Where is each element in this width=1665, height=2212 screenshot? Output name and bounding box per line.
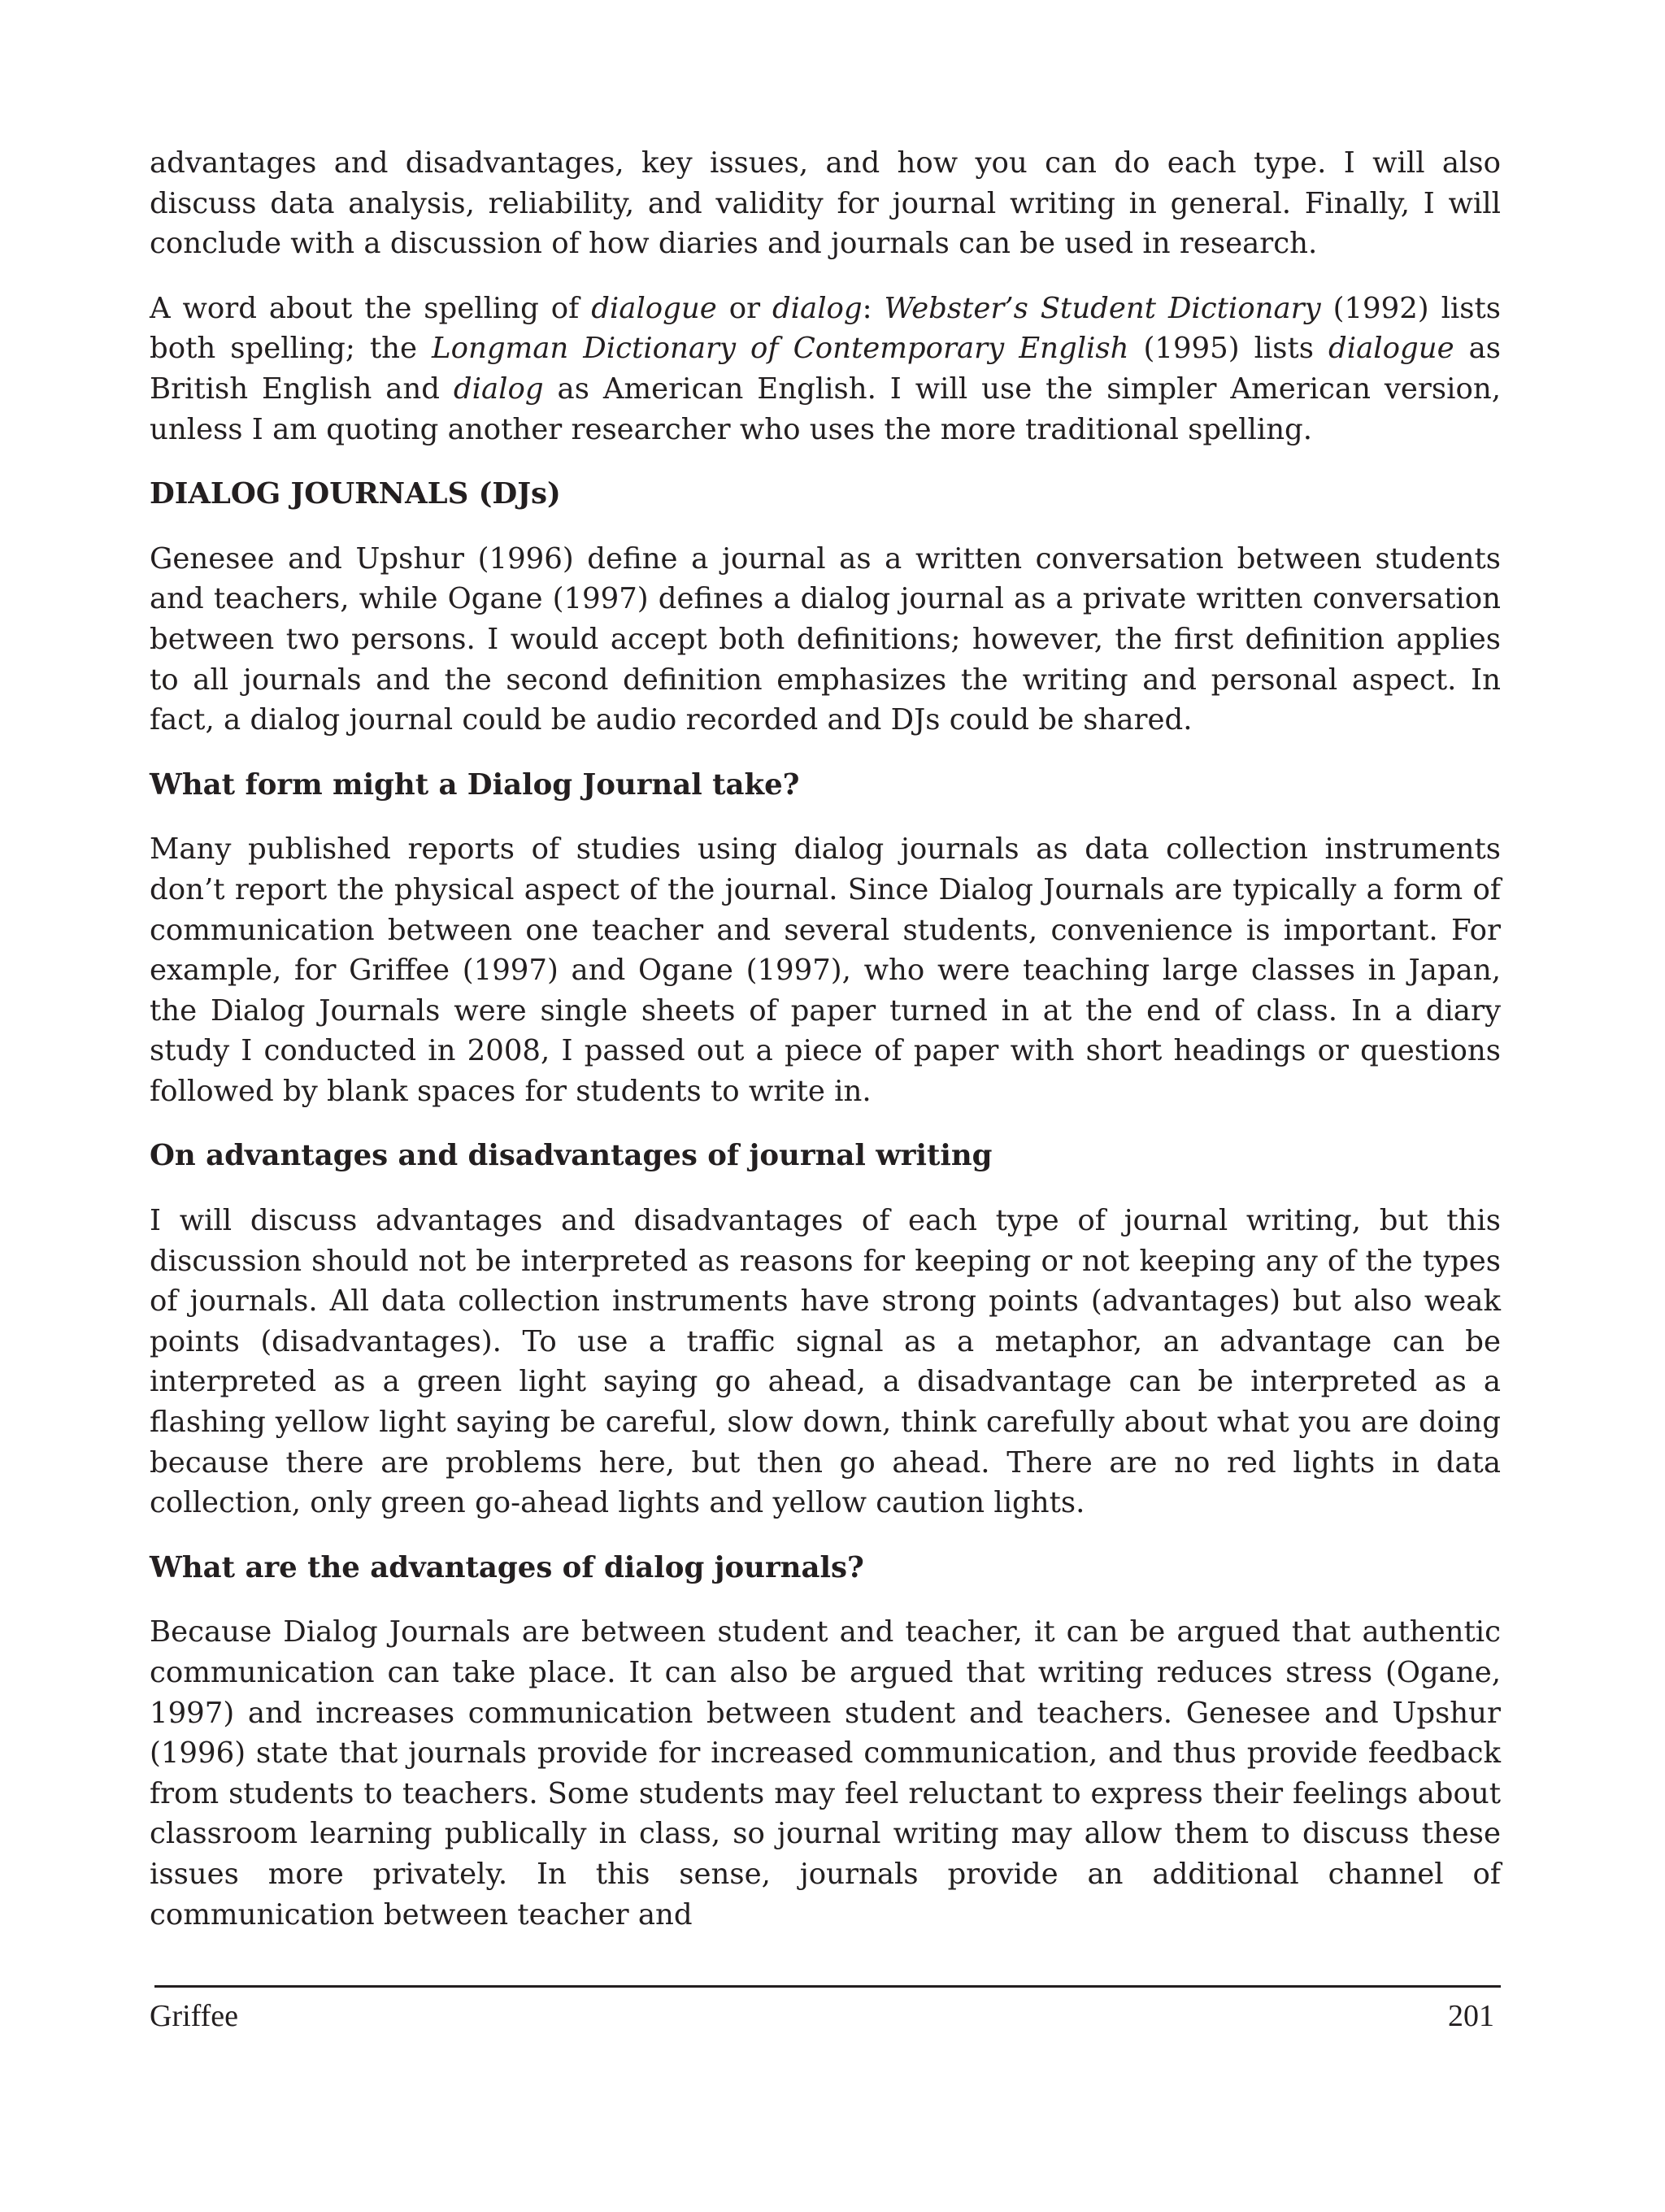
footer-divider: [154, 1985, 1501, 1988]
advantages-disadvantages-paragraph: I will discuss advantages and disadvantages of each type of journal writing, but this discussion should not be interpreted as reasons for keeping or not keeping any of the types of journals. All data collection instruments have strong points (advantages) but also weak points (disadvantages). To use a traffic signal as a metaphor, an advantage can be interpreted as a green light saying go ahead, a disadvantage can be interpreted as a flashing yellow light saying be careful, slow down, think carefully about what you are doing because there are problems here, but then go ahead. There are no red lights in data collection, only green go-ahead lights and yellow caution lights.: [150, 1204, 1501, 1520]
page-body: [150, 143, 1501, 1935]
text-run: or: [716, 291, 772, 325]
italic-title: Longman Dictionary of Contemporary English: [432, 332, 1129, 366]
text-run: :: [862, 291, 885, 325]
page-number: 201: [1448, 1999, 1494, 2033]
italic-term: dialog: [453, 372, 544, 406]
text-run: A word about the spelling of: [150, 291, 592, 325]
section-heading-advantages-disadvantages: On advantages and disadvantages of journal writing: [150, 1139, 993, 1173]
italic-term: dialog: [772, 291, 863, 325]
footer-author: Griffee: [150, 1999, 239, 2033]
text-run: as British English and: [150, 332, 1502, 406]
advantages-dialog-journals-paragraph: Because Dialog Journals are between student and teacher, it can be argued that authentic communication can take place. It can also be argued that writing reduces stress (Ogane, 1997) and increases communication between student and teachers. Genesee and Upshur (1996) state that journals provide for increased communication, and thus provide feedback from students to teachers. Some students may feel reluctant to express their feelings about classroom learning publically in class, so journal writing may allow them to discuss these issues more privately. In this sense, journals provide an additional channel of communication between teacher and: [150, 1615, 1501, 1932]
section-heading-advantages-dialog-journals: What are the advantages of dialog journals?: [150, 1550, 864, 1584]
italic-title: Webster’s Student Dictionary: [884, 291, 1321, 325]
intro-paragraph: advantages and disadvantages, key issues, and how you can do each type. I will also discuss data analysis, reliability, and validity for journal writing in general. Finally, I will conclude with a discussion of how diaries and journals can be used in research.: [150, 146, 1501, 261]
section-heading-dialog-journals: DIALOG JOURNALS (DJs): [150, 477, 561, 511]
dialog-journals-paragraph: Genesee and Upshur (1996) define a journal as a written conversation between students and teachers, while Ogane (1997) defines a dialog journal as a private written conversation between two persons. I would accept both definitions; however, the first definition applies to all journals and the second definition emphasizes the writing and personal aspect. In fact, a dialog journal could be audio recorded and DJs could be shared.: [150, 541, 1501, 737]
italic-term: dialogue: [591, 291, 717, 325]
text-run: (1992) lists both spelling; the: [150, 291, 1501, 366]
text-run: as American English. I will use the simpler American version, unless I am quoting another researcher who uses the more traditional spelling.: [150, 372, 1501, 446]
form-paragraph: Many published reports of studies using dialog journals as data collection instruments don’t report the physical aspect of the journal. Since Dialog Journals are typically a form of communication between one teacher and several students, convenience is important. For example, for Griffee (1997) and Ogane (1997), who were teaching large classes in Japan, the Dialog Journals were single sheets of paper turned in at the end of class. In a diary study I conducted in 2008, I passed out a piece of paper with short headings or questions followed by blank spaces for students to write in.: [150, 832, 1501, 1108]
text-run: (1995) lists: [1128, 332, 1329, 366]
italic-term: dialogue: [1328, 332, 1454, 366]
section-heading-form: What form might a Dialog Journal take?: [150, 767, 800, 802]
spelling-paragraph: [150, 289, 1501, 450]
